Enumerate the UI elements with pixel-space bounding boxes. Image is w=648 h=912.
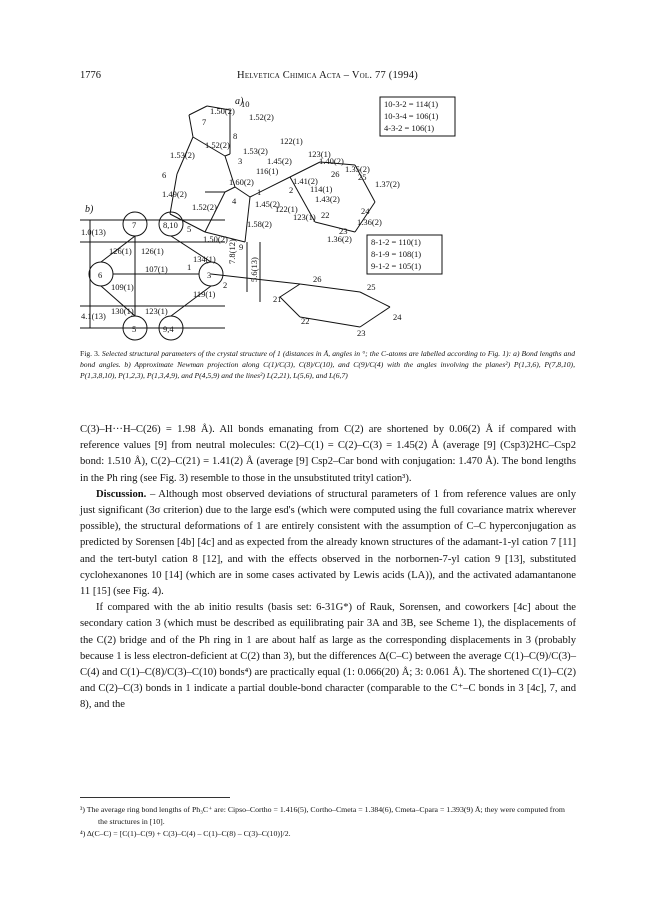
- b-atom-23: 23: [357, 328, 366, 338]
- b-atom-26: 26: [313, 274, 322, 284]
- paragraph-2: [80, 487, 576, 600]
- section-heading: Discussion.: [96, 488, 147, 500]
- bond-a-2: 1.52(2): [249, 112, 274, 122]
- bond-a-11: 1.36(2): [357, 217, 382, 227]
- bond-a-4: 1.53(2): [170, 150, 195, 160]
- atom-23: 23: [339, 226, 348, 236]
- atom-26: 26: [331, 169, 340, 179]
- b-value-10: 119(1): [193, 289, 216, 299]
- b-value-3: 126(1): [109, 246, 132, 256]
- page-header: [80, 70, 575, 84]
- angle-a-3: 123(1): [308, 149, 331, 159]
- bond-a-14: 1.49(2): [162, 189, 187, 199]
- atom-2: 2: [289, 185, 294, 195]
- b-value-8: 123(1): [145, 306, 168, 316]
- b-atom-25: 25: [367, 282, 376, 292]
- footnote-rule: [80, 797, 230, 798]
- atom-3: 3: [238, 156, 243, 166]
- b-atom-21: 21: [273, 294, 282, 304]
- box-bottom-line-3: 9-1-2 = 105(1): [371, 261, 422, 271]
- b-atom-2: 2: [223, 280, 228, 290]
- box-top-line-3: 4-3-2 = 106(1): [384, 123, 435, 133]
- journal-title: Helvetica Chimica Acta – Vol. 77 (1994): [237, 70, 418, 81]
- atom-10: 10: [241, 99, 250, 109]
- panel-b-label: b): [85, 204, 94, 215]
- bond-a-1: 1.50(2): [210, 106, 235, 116]
- atom-1: 1: [257, 187, 262, 197]
- atom-5: 5: [187, 224, 192, 234]
- bond-a-5: 1.53(2): [243, 146, 268, 156]
- b-value-9: 134(1): [193, 254, 216, 264]
- box-bottom-line-2: 8-1-9 = 108(1): [371, 249, 422, 259]
- atom-4: 4: [232, 196, 237, 206]
- bond-a-15: 1.52(2): [192, 202, 217, 212]
- bond-a-6: 1.45(2): [267, 156, 292, 166]
- panel-a-label: a): [235, 96, 244, 107]
- atom-9: 9: [239, 242, 244, 252]
- body-text: [80, 422, 576, 714]
- paragraph-1: C(3)–H···H–C(26) = 1.98 Å). All bonds emanating from C(2) are shortened by 0.06(2) Å if compared with reference values [9] from neutral molecules: C(2)–C(1) = C(2)–C(3) = 1.45(2) Å (average [9] (Csp3)2HC–Csp2 bond: 1.510 Å), C(2)–C(21) = 1.41(2) Å (average [9] Csp2–Car bond with conjugation: 1.470 Å). The bond lengths in the Ph ring (see Fig. 3) resemble to those in the unsubstituted trityl cation³).: [80, 424, 576, 484]
- bond-a-18: 1.58(2): [247, 219, 272, 229]
- box-top-line-1: 10-3-2 = 114(1): [384, 99, 439, 109]
- b-atom-1: 1: [187, 262, 192, 272]
- box-top-line-2: 10-3-4 = 106(1): [384, 111, 439, 121]
- angle-a-2: 122(1): [280, 136, 303, 146]
- footnote-4: ⁴) Δ(C–C) = [C(1)–C(9) + C(3)–C(4) – C(1)–C(8) – C(3)–C(10)]/2.: [80, 829, 291, 838]
- b-value-1: 1.0(13): [81, 227, 106, 237]
- atom-22: 22: [321, 210, 330, 220]
- bond-a-10: 1.37(2): [375, 179, 400, 189]
- footnotes: [80, 797, 576, 841]
- bond-a-17: 1.45(2): [255, 199, 280, 209]
- atom-8: 8: [233, 131, 238, 141]
- page-number: 1776: [80, 70, 101, 81]
- b-atom-22: 22: [301, 316, 310, 326]
- b-atom-6: 6: [98, 270, 103, 280]
- bond-a-8: 1.40(2): [319, 156, 344, 166]
- b-value-6: 109(1): [111, 282, 134, 292]
- bond-a-12: 1.36(2): [327, 234, 352, 244]
- b-atom-5: 5: [132, 324, 137, 334]
- angle-a-5: 122(1): [275, 204, 298, 214]
- angle-a-4: 114(1): [310, 184, 333, 194]
- b-value-11: 7.8(12): [227, 239, 237, 264]
- bond-a-16: 1.60(2): [229, 177, 254, 187]
- footnote-3: ³) The average ring bond lengths of Ph₃C⁺ are: Cipso–Cortho = 1.416(5), Cortho–Cmeta = 1.384(6), Cmeta–Cpara = 1.393(9) Å; they were computed from the structures in [10].: [80, 805, 565, 826]
- structure-diagram: [75, 92, 575, 347]
- atom-24: 24: [361, 206, 370, 216]
- atom-7: 7: [202, 117, 207, 127]
- figure-3: [75, 92, 575, 347]
- b-atom-8-10: 8,10: [163, 220, 178, 230]
- figure-caption: [80, 348, 575, 381]
- b-value-12: 5.6(13): [249, 257, 259, 282]
- angle-a-1: 116(1): [256, 166, 279, 176]
- atom-6: 6: [162, 170, 167, 180]
- angle-a-6: 123(1): [293, 212, 316, 222]
- b-value-4: 126(1): [141, 246, 164, 256]
- bond-a-19: 1.50(2): [203, 234, 228, 244]
- b-atom-7: 7: [132, 220, 137, 230]
- bond-a-3: 1.52(2): [205, 140, 230, 150]
- atom-25: 25: [358, 172, 367, 182]
- caption-text: Selected structural parameters of the crystal structure of 1 (distances in Å, angles in °; the C-atoms are labelled according to Fig. 1): a) Bond lengths and bond angles. b) Approximate Newman projection along C(1)/C(3), C(8)/C(10), and C(9)/C(4) with the angles involving the planes²) P(1,3,6), P(7,8,10), P(1,3,8,10), P(1,2,3), P(1,3,4,9), and P(4,5,9) and the lines²) L(2,21), L(5,6), and L(6,7): [80, 349, 575, 380]
- b-atom-3: 3: [207, 270, 212, 280]
- b-value-5: 107(1): [145, 264, 168, 274]
- bond-a-9: 1.35(2): [345, 164, 370, 174]
- paragraph-3: If compared with the ab initio results (basis set: 6-31G*) of Rauk, Sorensen, and coworkers [4c] about the secondary cation 3 (which must be described as equilibrating pair 3A and 3B, see Scheme 1), the displacements of the C(2) bridge and of the Ph ring in 1 are about half as large as the corresponding displacements in 3 (probably because 1 is less electron-deficient at C(2) than 3), but the differences Δ(C–C) between the average C(1)–C(9)/C(3)–C(4) and C(1)–C(8)/C(3)–C(10) bonds⁴) are practically equal (1: 0.066(20) Å; 3: 0.061 Å). The shortened C(1)–C(2) and C(2)–C(3) bonds in 1 indicate a partial double-bond character (comparable to the C⁺–C bonds in 3 [4c], 7, and 8), and the: [80, 602, 576, 711]
- b-value-2: 4.1(13): [81, 311, 106, 321]
- bond-a-13: 1.43(2): [315, 194, 340, 204]
- b-atom-24: 24: [393, 312, 402, 322]
- paragraph-2-text: – Although most observed deviations of structural parameters of 1 from reference values are only just significant (3σ criterion) due to the large esd's (which were computed using the full covariance matrix wherever possible), the structural deformations of 1 are entirely consistent with the assumption of C–C hyperconjugation as predicted by Sorensen [4b] [4c] and as expected from the already known structures of the adamant-1-yl cation 7 [11] and the tert-butyl cation 8 [12], and with the effects observed in the norbornen-7-yl cation 9 [13], substituted cyclohexanones 10 [14] (which are in some cases activated by Lewis acids (LA)), and the activated adamantanone 11 [15] (see Fig. 4).: [80, 488, 576, 598]
- box-bottom-line-1: 8-1-2 = 110(1): [371, 237, 421, 247]
- b-value-7: 130(1): [111, 306, 134, 316]
- bond-a-7: 1.41(2): [293, 176, 318, 186]
- b-atom-9-4: 9,4: [163, 324, 174, 334]
- caption-lead: Fig. 3.: [80, 349, 100, 358]
